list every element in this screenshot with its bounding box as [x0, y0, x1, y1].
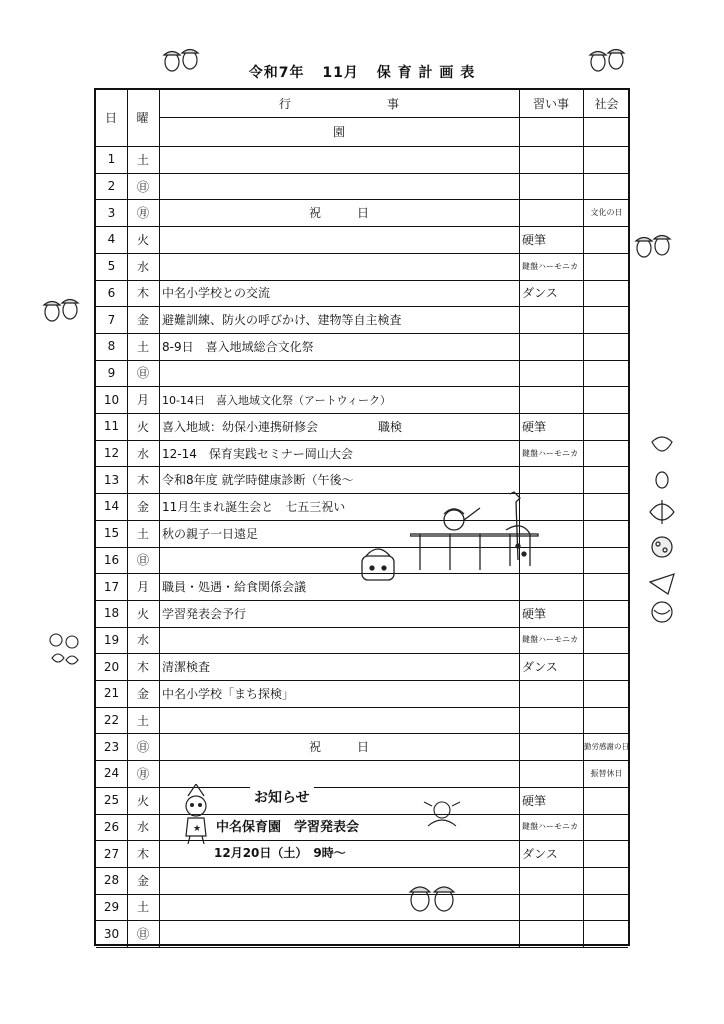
- weekday-cell: 木: [136, 660, 149, 675]
- weekday-cell: 火: [136, 606, 149, 621]
- lesson-cell: [519, 306, 586, 333]
- weekday-cell: 金: [136, 686, 149, 701]
- social-cell: [583, 493, 630, 520]
- weekday-cell: 水: [136, 446, 149, 461]
- acorn-icon: [160, 40, 204, 76]
- social-cell: [583, 627, 630, 654]
- weekday-cell: 月: [136, 580, 149, 595]
- event-cell: [159, 173, 522, 200]
- day-cell: 14: [103, 499, 120, 514]
- lesson-cell: [519, 199, 586, 226]
- lesson-cell: [519, 333, 586, 360]
- lesson-cell: [519, 573, 586, 600]
- notice-heading: お知らせ: [250, 787, 314, 807]
- lesson-cell: ダンス: [522, 660, 558, 675]
- weekday-cell: ㊐: [136, 740, 149, 755]
- day-cell: 1: [107, 152, 116, 167]
- day-cell: 7: [107, 312, 116, 327]
- lesson-cell: ダンス: [522, 286, 558, 301]
- schedule-table: [94, 88, 630, 946]
- lesson-cell: [519, 707, 586, 734]
- weekday-cell: 木: [136, 286, 149, 301]
- social-cell: [583, 814, 630, 841]
- event-cell: [159, 867, 522, 894]
- day-cell: 11: [103, 419, 120, 434]
- day-cell: 10: [103, 392, 120, 407]
- header-sub: 園: [332, 124, 345, 139]
- lesson-cell: ダンス: [522, 847, 558, 862]
- day-cell: 29: [103, 899, 120, 914]
- event-cell: [159, 707, 522, 734]
- social-cell: [583, 520, 630, 547]
- day-cell: 21: [103, 686, 120, 701]
- lesson-cell: [519, 173, 586, 200]
- event-cell: 秋の親子一日遠足: [162, 526, 259, 541]
- weekday-cell: 土: [136, 152, 149, 167]
- lesson-cell: 硬筆: [522, 606, 547, 621]
- event-cell: 8-9日 喜入地域総合文化祭: [162, 339, 314, 354]
- event-cell: 10-14日 喜入地域文化祭（アートウィーク）: [162, 393, 391, 407]
- day-cell: 16: [103, 552, 120, 567]
- social-cell: [583, 413, 630, 440]
- event-cell: [159, 226, 522, 253]
- social-cell: [583, 680, 630, 707]
- social-cell: [583, 440, 630, 467]
- event-cell: 12-14 保育実践セミナー岡山大会: [162, 446, 353, 461]
- social-cell: [583, 653, 630, 680]
- event-cell: 中名小学校「まち探検」: [162, 686, 295, 701]
- giraffe-illustration: [410, 490, 540, 572]
- weekday-cell: 水: [136, 633, 149, 648]
- header-day: 日: [104, 110, 117, 125]
- weekday-cell: 金: [136, 499, 149, 514]
- weekday-cell: 土: [136, 900, 149, 915]
- weekday-cell: 土: [136, 713, 149, 728]
- weekday-cell: ㊊: [136, 766, 149, 781]
- squirrel-icon: [422, 796, 462, 832]
- weekday-cell: 月: [136, 393, 149, 408]
- lesson-cell: [519, 920, 586, 947]
- social-cell: [583, 280, 630, 307]
- day-cell: 28: [103, 873, 120, 888]
- day-cell: 8: [107, 339, 116, 354]
- event-cell: 祝 日: [308, 206, 369, 221]
- day-cell: 30: [103, 926, 120, 941]
- day-cell: 27: [103, 846, 120, 861]
- event-cell: 祝 日: [308, 740, 369, 755]
- event-cell: [159, 627, 522, 654]
- weekday-cell: ㊐: [136, 927, 149, 942]
- event-cell: 避難訓練、防火の呼びかけ、建物等自主検査: [162, 313, 402, 328]
- social-cell: 文化の日: [590, 208, 623, 218]
- day-cell: 25: [103, 793, 120, 808]
- lesson-cell: 鍵盤ハーモニカ: [522, 635, 578, 645]
- weekday-cell: 土: [136, 339, 149, 354]
- event-cell: [159, 253, 522, 280]
- weekday-cell: 金: [136, 313, 149, 328]
- event-cell: 職員・処遇・給食関係会議: [162, 580, 307, 595]
- social-cell: [583, 547, 630, 574]
- lesson-cell: [519, 733, 586, 760]
- header-weekday: 曜: [136, 110, 149, 125]
- weekday-cell: 火: [136, 419, 149, 434]
- day-cell: 2: [107, 179, 116, 194]
- social-cell: 振替休日: [590, 768, 623, 778]
- social-cell: [583, 600, 630, 627]
- event-cell: [159, 360, 522, 387]
- day-cell: 18: [103, 606, 120, 621]
- event-cell: 令和8年度 就学時健康診断（午後～: [162, 473, 354, 488]
- lesson-cell: 鍵盤ハーモニカ: [522, 822, 578, 832]
- lesson-cell: [519, 894, 586, 921]
- svg-text:★: ★: [193, 824, 202, 834]
- lesson-cell: 硬筆: [522, 419, 547, 434]
- notice-date: 12月20日（土） 9時～: [214, 846, 346, 860]
- lesson-cell: [519, 360, 586, 387]
- social-cell: [583, 386, 630, 413]
- day-cell: 20: [103, 659, 120, 674]
- social-cell: [583, 894, 630, 921]
- day-cell: 13: [103, 472, 120, 487]
- social-cell: [583, 573, 630, 600]
- lesson-cell: 鍵盤ハーモニカ: [522, 448, 578, 458]
- day-cell: 26: [103, 819, 120, 834]
- day-cell: 3: [107, 205, 116, 220]
- social-cell: [583, 306, 630, 333]
- weekday-cell: 木: [136, 473, 149, 488]
- lesson-cell: [519, 680, 586, 707]
- weekday-cell: ㊐: [136, 366, 149, 381]
- weekday-cell: 火: [136, 793, 149, 808]
- social-cell: [583, 146, 630, 173]
- bag-illustration: [356, 540, 400, 584]
- event-cell: 喜入地域：幼保小連携研修会 職検: [162, 419, 403, 434]
- header-events: 行 事: [278, 96, 399, 111]
- lesson-cell: [519, 867, 586, 894]
- social-cell: [583, 787, 630, 814]
- social-cell: [583, 466, 630, 493]
- day-cell: 12: [103, 446, 120, 461]
- lesson-cell: [519, 386, 586, 413]
- day-cell: 17: [103, 579, 120, 594]
- social-cell: [583, 707, 630, 734]
- event-cell: [159, 760, 522, 787]
- lesson-cell: [519, 146, 586, 173]
- notice-event: 中名保育園 学習発表会: [216, 816, 359, 835]
- title-era: 令和7年: [248, 65, 305, 81]
- weekday-cell: ㊊: [136, 206, 149, 221]
- social-cell: 勤労感謝の日: [584, 741, 629, 751]
- lesson-cell: [519, 760, 586, 787]
- day-cell: 19: [103, 632, 120, 647]
- event-cell: [159, 920, 522, 947]
- row-divider: [96, 947, 628, 948]
- weekday-cell: 水: [136, 259, 149, 274]
- weekday-cell: ㊐: [136, 179, 149, 194]
- title-name: 保 育 計 画 表: [376, 65, 476, 81]
- event-cell: 清潔検査: [162, 660, 211, 675]
- event-cell: 学習発表会予行: [162, 606, 247, 621]
- day-cell: 5: [107, 259, 116, 274]
- social-cell: [583, 173, 630, 200]
- acorn-icon: [632, 226, 676, 262]
- header-divider: [159, 117, 630, 118]
- squirrel-icon: [44, 630, 84, 670]
- acorn-icon: [586, 40, 630, 76]
- lesson-cell: 鍵盤ハーモニカ: [522, 261, 578, 271]
- event-cell: [159, 146, 522, 173]
- social-cell: [583, 840, 630, 867]
- day-cell: 6: [107, 285, 116, 300]
- event-cell: 中名小学校との交流: [162, 286, 271, 301]
- weekday-cell: 金: [136, 873, 149, 888]
- weekday-cell: 土: [136, 526, 149, 541]
- child-illustration: [176, 784, 216, 846]
- event-cell: 11月生まれ誕生会と 七五三祝い: [162, 499, 346, 514]
- social-cell: [583, 360, 630, 387]
- lesson-cell: 硬筆: [522, 232, 547, 247]
- day-cell: 22: [103, 713, 120, 728]
- day-cell: 4: [107, 232, 116, 247]
- weekday-cell: 火: [136, 232, 149, 247]
- event-cell: [159, 894, 522, 921]
- social-cell: [583, 226, 630, 253]
- header-social: 社会: [594, 96, 619, 111]
- day-cell: 9: [107, 365, 116, 380]
- title-month: 11月: [322, 65, 359, 81]
- social-cell: [583, 253, 630, 280]
- social-cell: [583, 867, 630, 894]
- acorn-icon: [40, 290, 84, 326]
- acorn-icon: [402, 876, 462, 916]
- weekday-cell: ㊐: [136, 553, 149, 568]
- weekday-cell: 木: [136, 847, 149, 862]
- day-cell: 15: [103, 526, 120, 541]
- day-cell: 23: [103, 739, 120, 754]
- header-lessons: 習い事: [532, 96, 569, 111]
- social-cell: [583, 333, 630, 360]
- weekday-cell: 水: [136, 820, 149, 835]
- day-cell: 24: [103, 766, 120, 781]
- lesson-cell: 硬筆: [522, 793, 547, 808]
- social-cell: [583, 920, 630, 947]
- leaf-icon: [644, 432, 680, 638]
